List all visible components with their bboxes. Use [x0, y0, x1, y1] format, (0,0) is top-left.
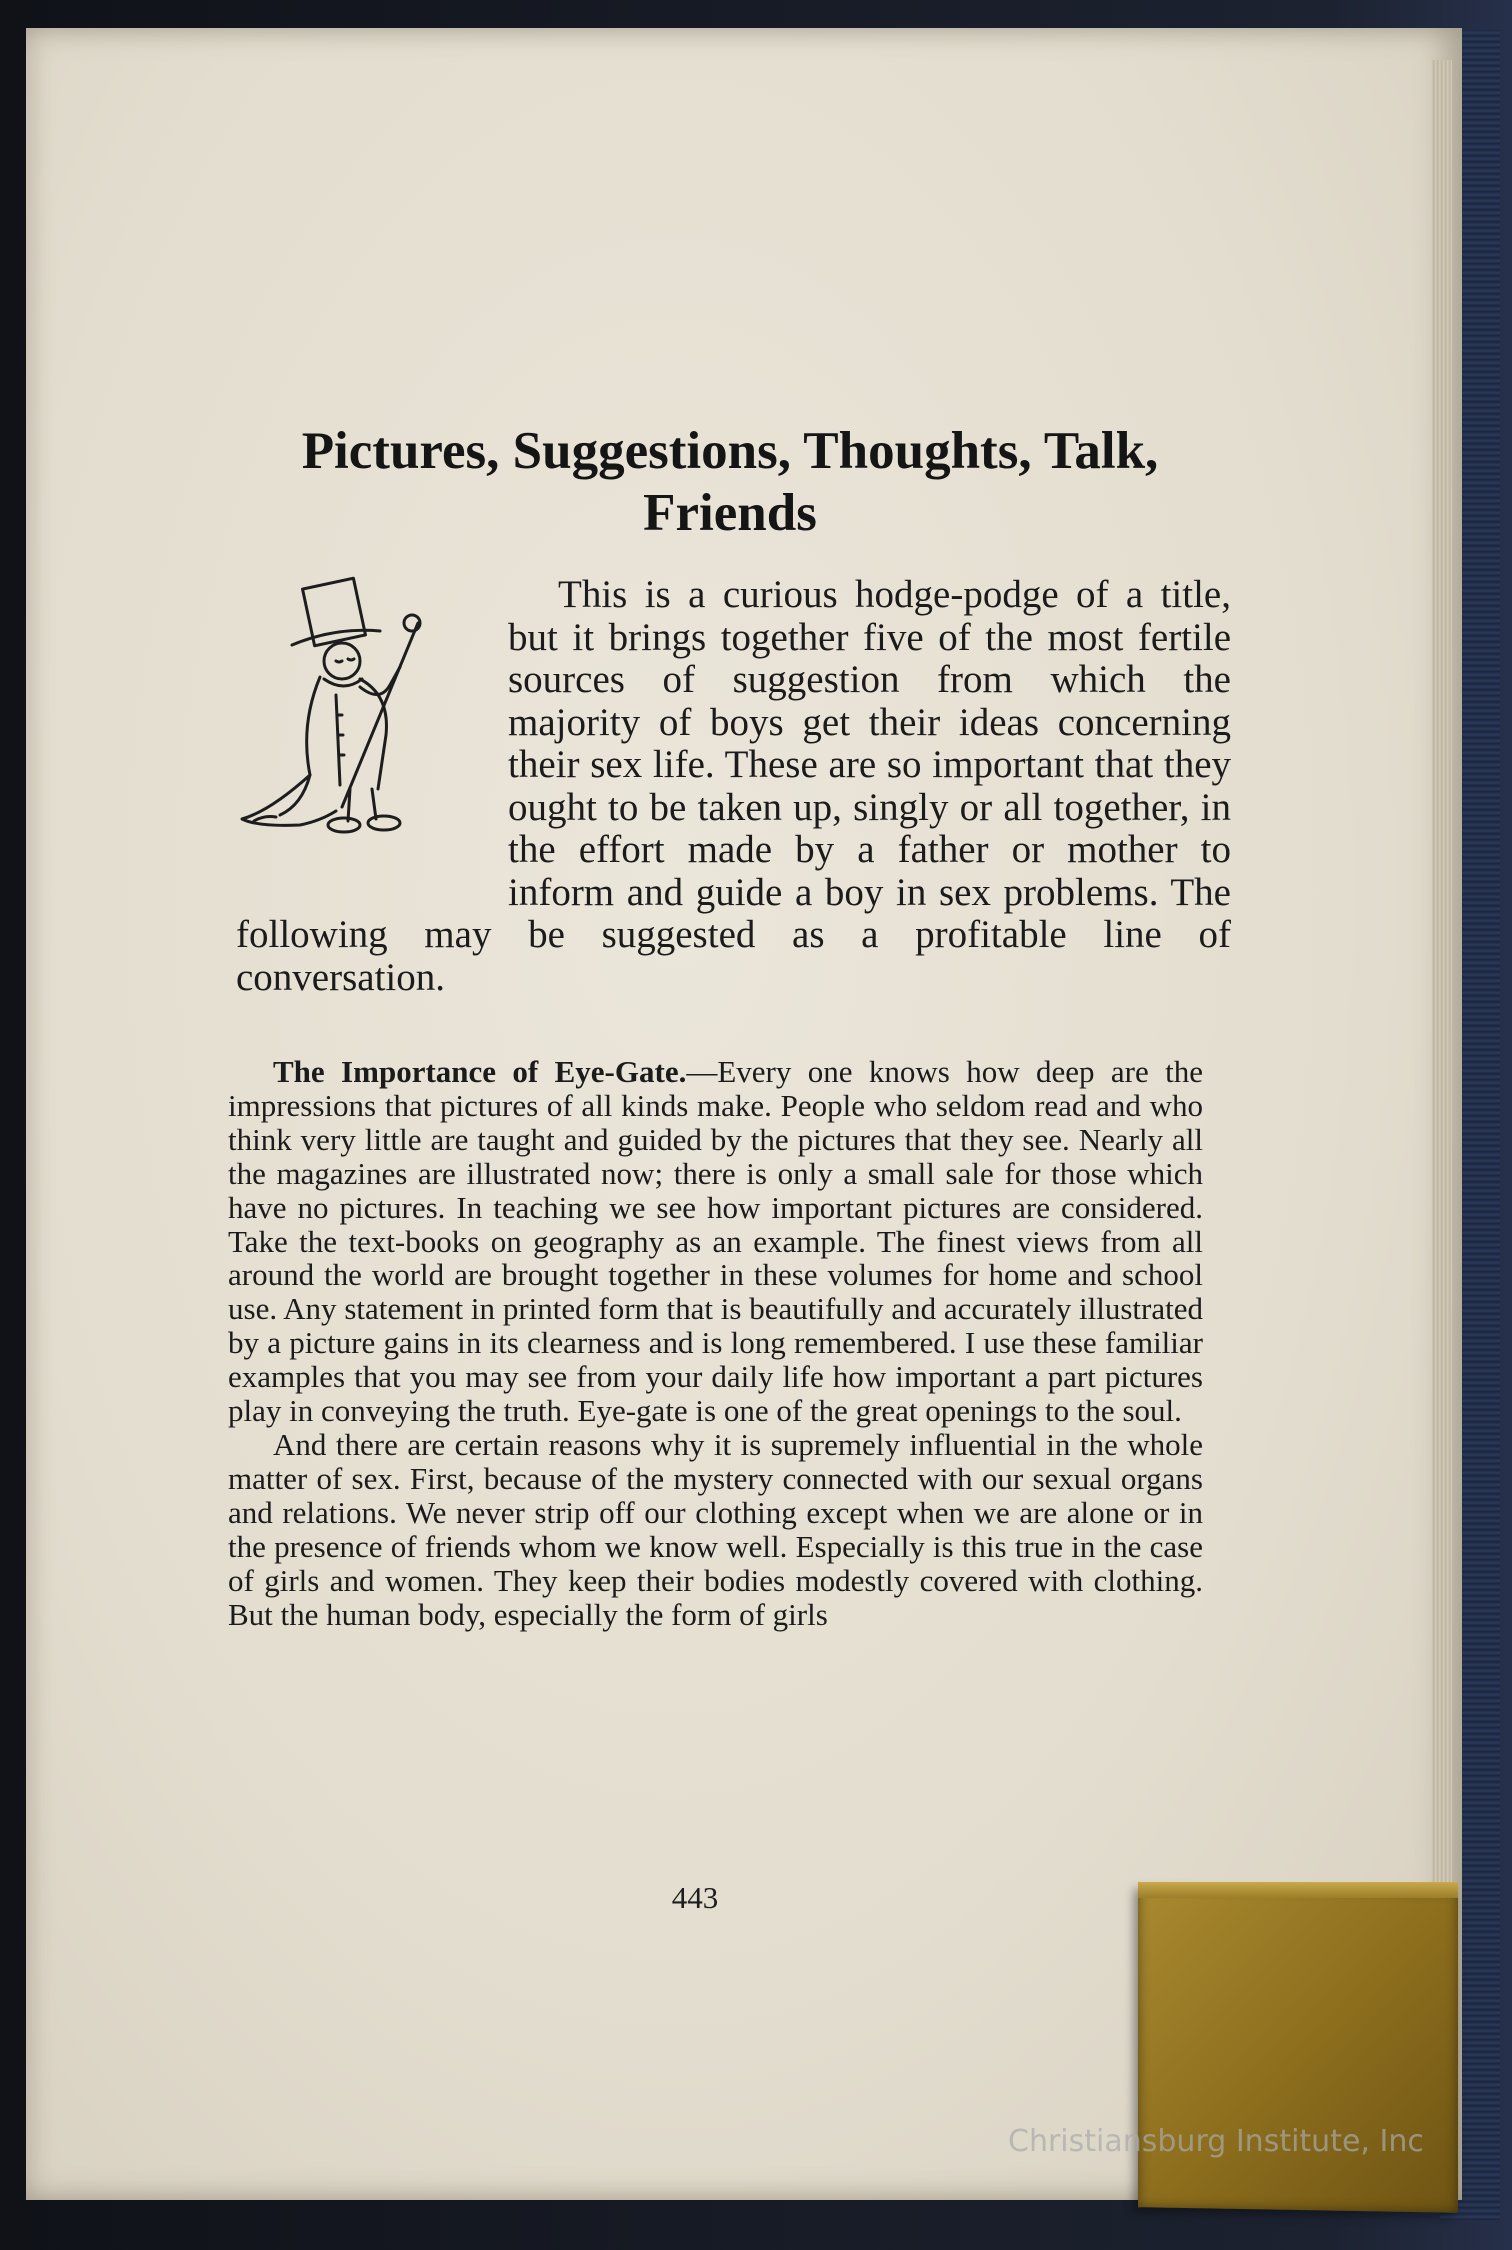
paragraph-text: —Every one knows how deep are the impressions that pictures of all kinds make. People who seldom read and who think very little are taught and guided by the pictures that they see. Nearly all the magazines are illustrated now; there is only a small sale for those which have no pictures. In teaching we see how important pictures are considered. Take the text-books on geography as an example. The finest views from all around the world are brought together in these volumes for home and school use. Any statement in printed form that is beautifully and accurately illustrated by a picture gains in its clearness and is long remembered. I use these familiar examples that you may see from your daily life how important a part pictures play in conveying the truth. Eye-gate is one of the great openings to the soul.	[228, 1054, 1203, 1429]
page-title: Pictures, Suggestions, Thoughts, Talk, Friends	[301, 422, 1159, 542]
brass-page-weight-top	[1138, 1882, 1458, 1898]
watermark: Christiansburg Institute, Inc	[1008, 2124, 1424, 2159]
paragraph-sex-influence: And there are certain reasons why it is supremely influential in the whole matter of sex. First, because of the mystery connected with our sexual organs and relations. We never strip off our clothing except when we are alone or in the presence of friends whom we know well. Especially is this true in the case of girls and women. They keep their bodies modestly covered with clothing. But the human body, especially the form of girls	[228, 1426, 1203, 1632]
brass-page-weight	[1138, 1885, 1458, 2213]
section-heading: The Importance of Eye-Gate.	[273, 1054, 687, 1089]
page-edges	[1432, 60, 1452, 1940]
page-number: 443	[671, 1880, 719, 1915]
body-text	[228, 1055, 1203, 1631]
paragraph-eye-gate	[228, 1055, 1203, 1428]
boy-in-top-hat-illustration	[240, 575, 430, 845]
intro-text: This is a curious hodge-podge of a title, but it brings together five of the most fertile sources of suggestion from which the majority of boys get their ideas concerning their sex life. These are so important that they ought to be taken up, singly or all together, in the effort made by a father or mother to inform and guide a boy in sex problems. The following may be suggested as a profitable line of conversation.	[236, 573, 1231, 999]
